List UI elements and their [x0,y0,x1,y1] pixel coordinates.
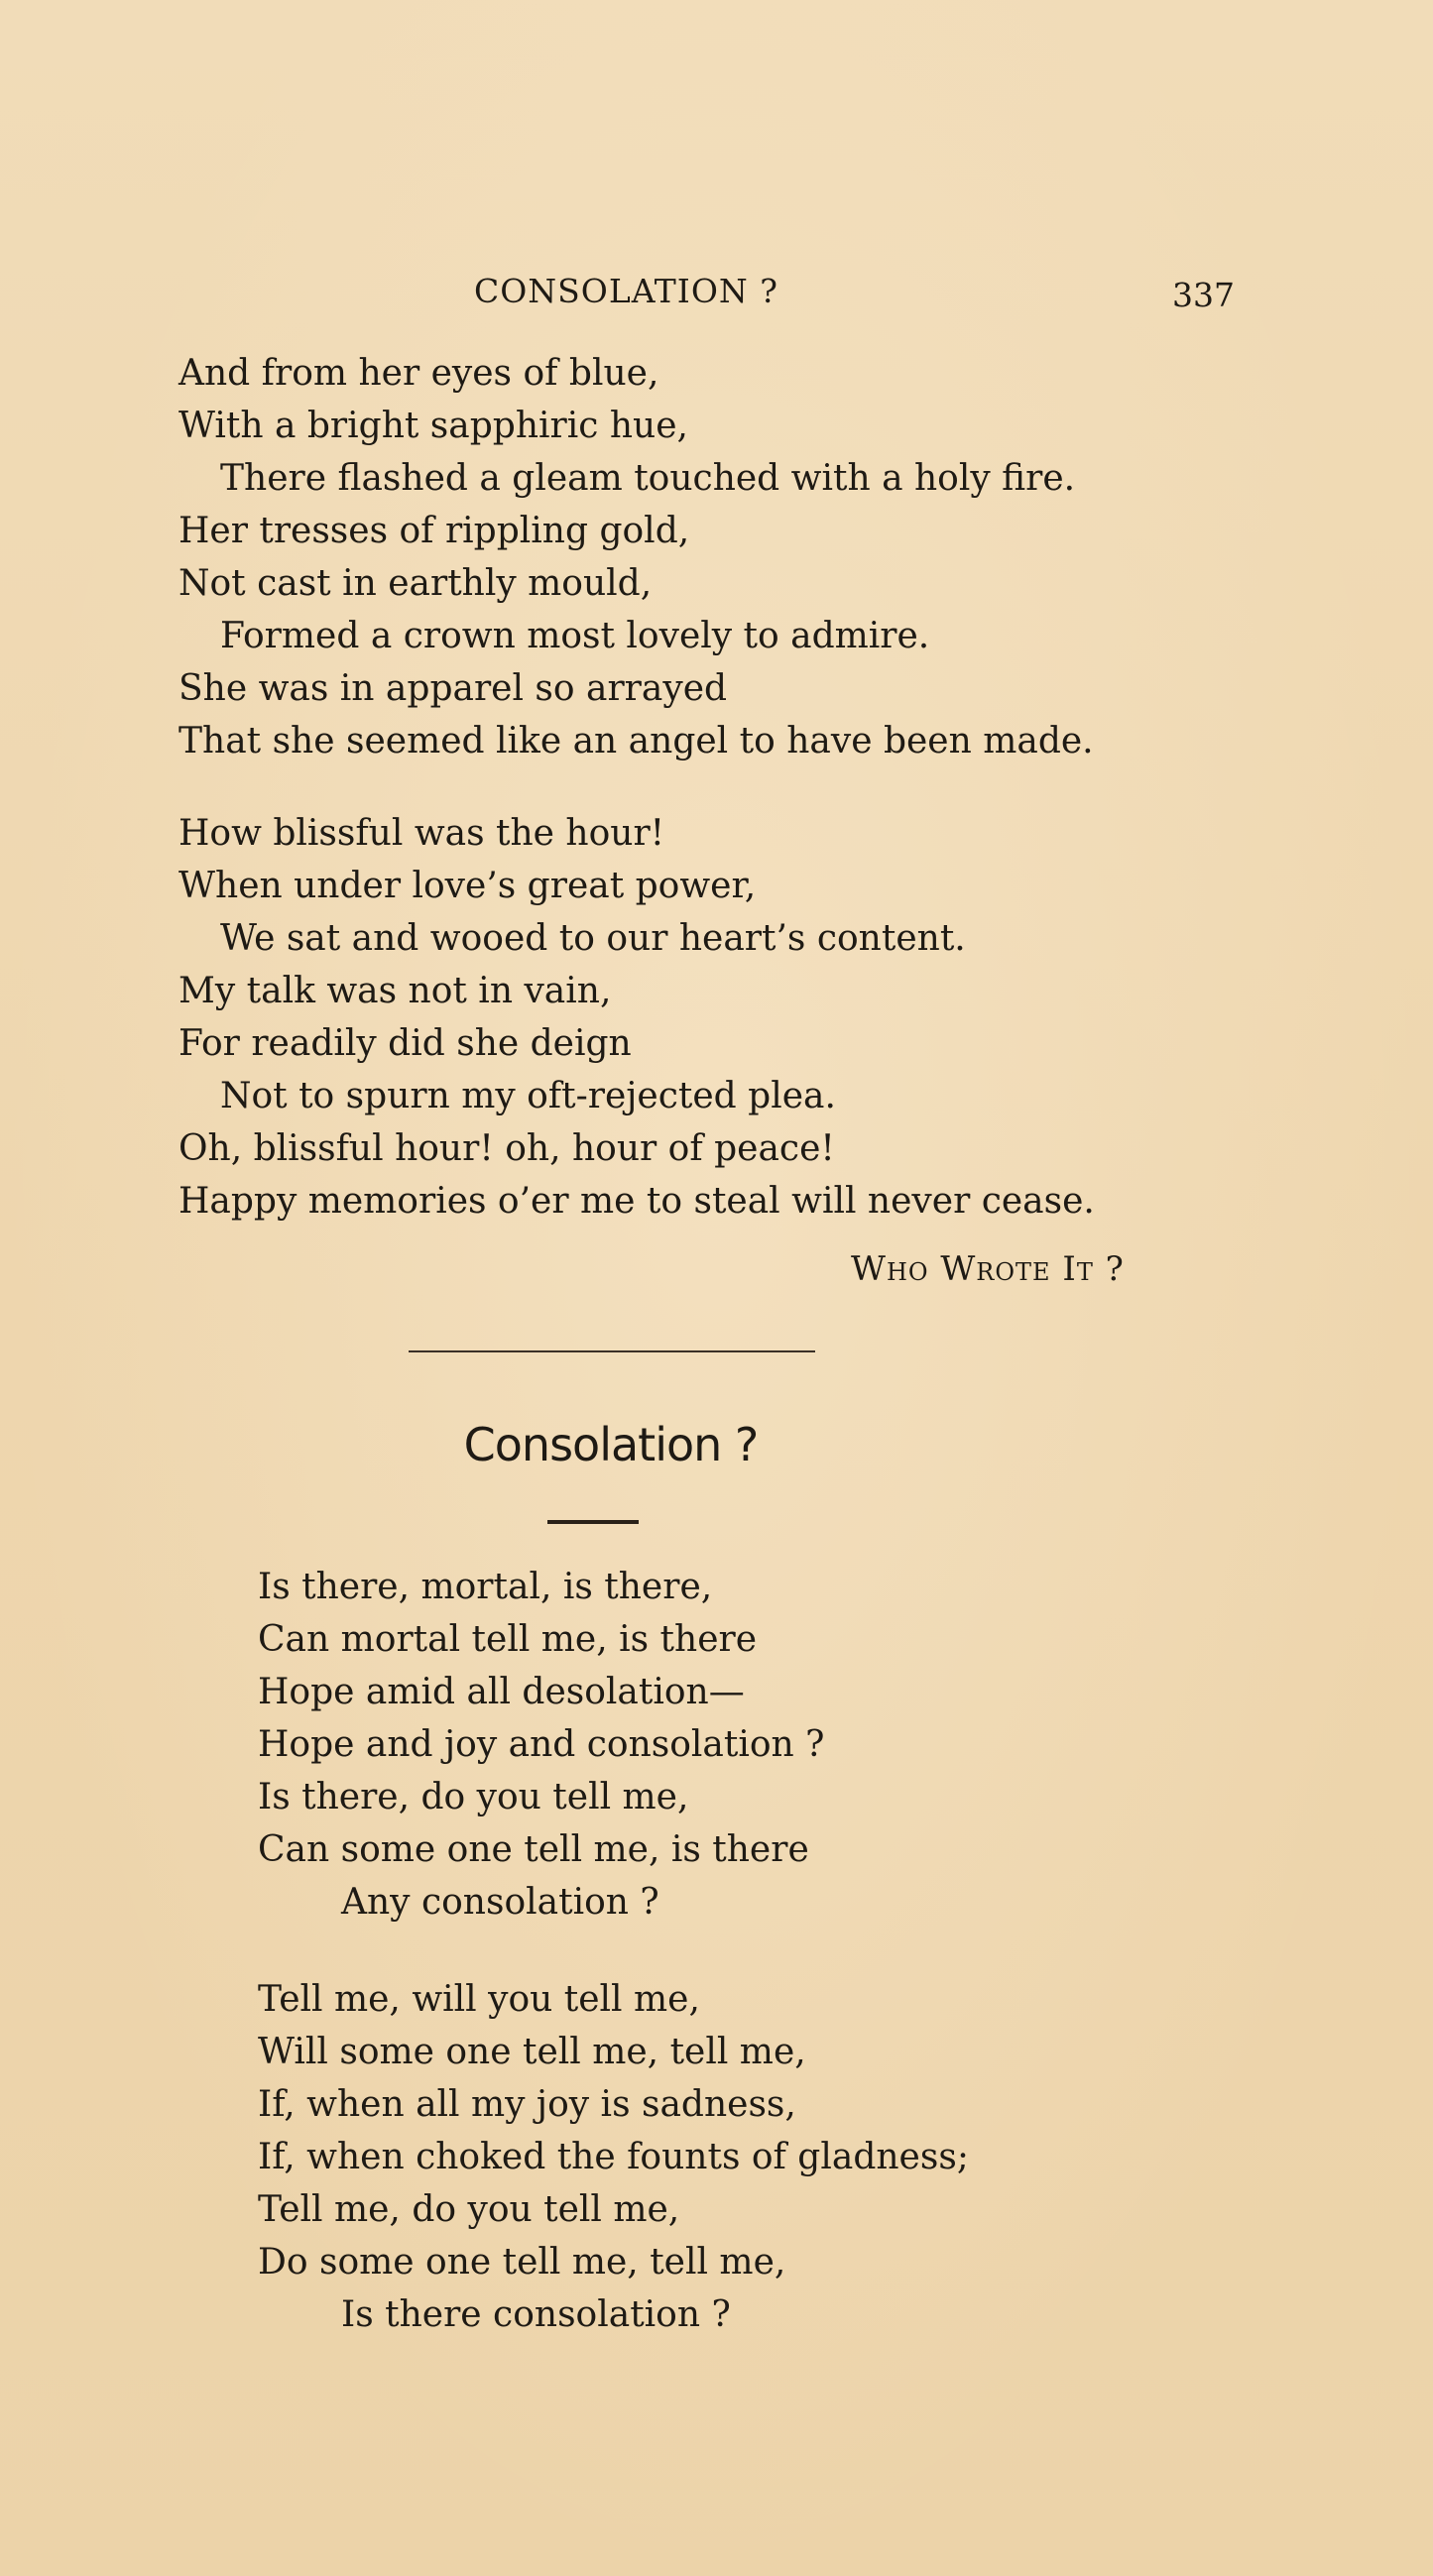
verse-line: Oh, blissful hour! oh, hour of peace! [179,1128,835,1169]
verse-line: Can mortal tell me, is there [258,1619,758,1660]
poem-two-stanza-2 [258,1973,969,2341]
verse-line: Hope and joy and consolation ? [258,1724,825,1765]
verse-line: Is there, do you tell me, [258,1777,689,1817]
verse-line: When under love’s great power, [179,866,757,906]
poem-title: Consolation ? [463,1418,759,1471]
verse-line: Hope amid all desolation— [258,1672,745,1712]
verse-line: If, when all my joy is sadness, [258,2084,796,2125]
verse-line: Is there consolation ? [341,2294,731,2335]
poem-one-stanza-2 [179,807,1095,1228]
verse-line: Not to spurn my oft-rejected plea. [220,1076,836,1116]
verse-line: That she seemed like an angel to have been made. [179,721,1094,761]
verse-line: Not cast in earthly mould, [179,563,653,604]
verse-line: My talk was not in vain, [179,971,612,1011]
verse-line: Tell me, will you tell me, [258,1979,700,2020]
running-head [0,272,1433,315]
section-divider [409,1350,815,1352]
poem-attribution: Who Wrote It ? [851,1249,1125,1289]
running-title: CONSOLATION ? [474,272,778,310]
verse-line: Tell me, do you tell me, [258,2189,680,2230]
verse-line: Formed a crown most lovely to admire. [220,616,930,656]
verse-line: Her tresses of rippling gold, [179,511,690,551]
poem-two-stanza-1 [258,1561,824,1929]
verse-line: She was in apparel so arrayed [179,668,728,709]
verse-line: Any consolation ? [341,1882,659,1923]
verse-line: Do some one tell me, tell me, [258,2242,786,2283]
verse-line: There flashed a gleam touched with a holy fire. [220,458,1076,499]
page-number: 337 [1172,276,1235,314]
verse-line: How blissful was the hour! [179,813,665,854]
title-underline [547,1520,639,1524]
verse-line: We sat and wooed to our heart’s content. [220,918,966,959]
verse-line: For readily did she deign [179,1023,632,1064]
verse-line: Happy memories o’er me to steal will never cease. [179,1181,1095,1222]
verse-line: And from her eyes of blue, [179,353,659,394]
verse-line: With a bright sapphiric hue, [179,406,688,446]
poem-one-stanza-1 [179,347,1094,767]
verse-line: If, when choked the founts of gladness; [258,2137,969,2177]
verse-line: Is there, mortal, is there, [258,1567,713,1607]
verse-line: Will some one tell me, tell me, [258,2032,806,2072]
verse-line: Can some one tell me, is there [258,1829,809,1870]
